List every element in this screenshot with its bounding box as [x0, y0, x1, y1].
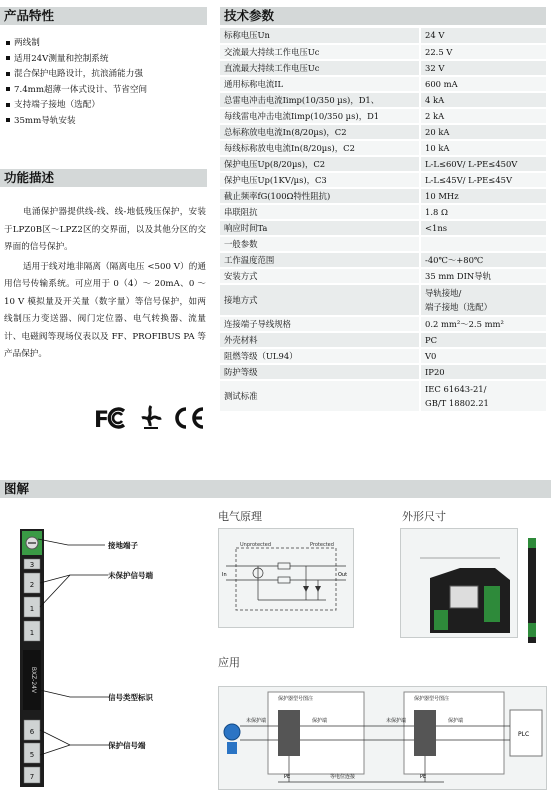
svg-text:2: 2: [29, 581, 35, 589]
spec-value: L-L≤60V/ L-PE≤450V: [420, 156, 546, 172]
schematic-protected-label: Protected: [310, 542, 334, 548]
feature-text: 7.4mm超薄一体式设计、节省空间: [14, 84, 148, 95]
spec-value: L-L≤45V/ L-PE≤45V: [420, 172, 546, 188]
spec-value: [420, 236, 546, 252]
spec-key: 测试标准: [224, 390, 258, 401]
spec-key: 接地方式: [224, 294, 258, 305]
svg-text:3: 3: [29, 561, 35, 569]
feature-item: [6, 114, 206, 130]
spec-value: IEC 61643-21/ GB/T 18802.21: [420, 380, 546, 412]
spec-key: 总标称放电电流In(8/20µs)，C2: [224, 126, 347, 137]
feature-text: 适用24V测量和控制系统: [14, 53, 109, 64]
spec-value: IP20: [420, 364, 546, 380]
feature-text: 支持端子接地（选配）: [14, 100, 100, 110]
spec-key: 响应时间Ta: [224, 222, 268, 233]
app-device2-label: 保护器型号图注: [414, 696, 450, 702]
spec-value: <1ns: [420, 220, 546, 236]
spec-row: [220, 28, 546, 44]
spec-value: 32 V: [420, 60, 546, 76]
spec-row: [220, 252, 546, 268]
feature-item: [6, 52, 206, 68]
ul-recognized-icon: [138, 404, 164, 432]
feature-item: [6, 36, 206, 52]
spec-value: 20 kA: [420, 124, 546, 140]
bullet-icon: [6, 103, 10, 107]
bullet-icon: [6, 118, 10, 122]
spec-table: [220, 28, 546, 413]
feature-item: [6, 67, 206, 83]
bullet-icon: [6, 72, 10, 76]
description-para-2: 适用于线对地非隔离（隔离电压 <500 V）的通用信号传输系统。可应用于 0（4）～ 20mA、0 ～ 10 V 模拟量及开关量（数字量）等信号保护，如两线制压力变送器、阀门定位器、电气转换器、流量计、电磁阀等现场仪表以及 FF、PROFIBUS PA 等产品保护。: [4, 261, 206, 359]
application-label: 应用: [218, 656, 240, 669]
app-pe-2: PE: [420, 774, 427, 780]
callout-unprotected: 未保护信号端: [108, 571, 153, 580]
spec-row: [220, 236, 546, 252]
app-plc-label: PLC: [518, 731, 530, 738]
spec-key: 通用标称电流IL: [224, 78, 284, 89]
features-header: 产品特性: [0, 7, 207, 25]
app-unprotected-2: 未保护端: [386, 718, 407, 724]
feature-text: 两线制: [14, 38, 40, 48]
spec-row: [220, 60, 546, 76]
svg-text:BXZ-24V: BXZ-24V: [30, 666, 37, 694]
bullet-icon: [6, 41, 10, 45]
app-protected-2: 保护端: [448, 718, 464, 724]
spec-key: 交流最大持续工作电压Uc: [224, 46, 320, 57]
spec-key: 每线标称放电电流In(8/20µs)，C2: [224, 142, 355, 153]
spec-row: [220, 364, 546, 380]
svg-text:1: 1: [29, 629, 35, 637]
spec-key: 直流最大持续工作电压Uc: [224, 62, 320, 73]
spec-value: 600 mA: [420, 76, 546, 92]
spec-row: [220, 92, 546, 108]
bullet-icon: [6, 56, 10, 60]
schematic-diagram: [218, 528, 354, 628]
svg-text:5: 5: [29, 751, 35, 759]
spec-value: PC: [420, 332, 546, 348]
spec-row: [220, 44, 546, 60]
schematic-out-label: Out: [338, 572, 348, 578]
app-protected-1: 保护端: [312, 718, 328, 724]
spec-key: 保护电压Up(1KV/µs)，C3: [224, 174, 327, 185]
ce-logo-icon: [172, 405, 206, 431]
spec-value: 10 kA: [420, 140, 546, 156]
spec-key: 阻燃等级（UL94）: [224, 350, 298, 361]
spec-value: -40℃～+80℃: [420, 252, 546, 268]
spec-row: [220, 380, 546, 412]
svg-text:F: F: [94, 408, 110, 431]
callout-signal-type: 信号类型标识: [108, 693, 153, 702]
description-header: 功能描述: [0, 169, 207, 187]
spec-key: 每线雷电冲击电流Iimp(10/350 µs)，D1: [224, 110, 380, 121]
bullet-icon: [6, 87, 10, 91]
spec-key: 一般参数: [224, 238, 258, 249]
spec-key: 安装方式: [224, 270, 258, 281]
dimensions-label: 外形尺寸: [402, 510, 446, 523]
svg-text:1: 1: [29, 605, 35, 613]
spec-row: [220, 76, 546, 92]
diagrams-header: 图解: [0, 480, 551, 498]
spec-row: [220, 316, 546, 332]
device-front-view: [10, 525, 210, 795]
dimensions-drawing: [400, 528, 550, 648]
schematic-in-label: In: [222, 572, 227, 578]
spec-row: [220, 220, 546, 236]
spec-key: 串联阻抗: [224, 206, 258, 217]
svg-text:6: 6: [29, 728, 35, 736]
specs-header: 技术参数: [220, 7, 546, 25]
spec-row: [220, 156, 546, 172]
feature-text: 35mm导轨安装: [14, 115, 76, 126]
spec-key: 工作温度范围: [224, 254, 275, 265]
app-pe-1: PE: [284, 774, 291, 780]
app-unprotected-1: 未保护端: [246, 718, 267, 724]
callout-protected: 保护信号端: [108, 741, 146, 750]
svg-text:7: 7: [29, 773, 35, 781]
spec-key: 外壳材料: [224, 334, 258, 345]
features-list: [6, 36, 206, 129]
spec-row: [220, 332, 546, 348]
spec-value: 0.2 mm²～2.5 mm²: [420, 316, 546, 332]
spec-row: [220, 108, 546, 124]
spec-key: 截止频率fG(100Ω特性阻抗): [224, 190, 331, 201]
application-diagram: [218, 686, 547, 790]
spec-value: 10 MHz: [420, 188, 546, 204]
app-device1-label: 保护器型号图注: [278, 696, 314, 702]
spec-row: [220, 188, 546, 204]
spec-key: 连接端子导线规格: [224, 318, 291, 329]
spec-key: 防护等级: [224, 366, 258, 377]
spec-value: 1.8 Ω: [420, 204, 546, 220]
description-para-1: 电涌保护器提供线-线、线-地低残压保护，安装于LPZ0B区～LPZ2区的交界面，以及其他分区的交界面的信号保护。: [4, 207, 206, 252]
spec-row: [220, 140, 546, 156]
spec-row: [220, 124, 546, 140]
electrical-label: 电气原理: [218, 510, 262, 523]
spec-key: 标称电压Un: [224, 30, 270, 41]
certification-logos: [94, 404, 206, 432]
callout-ground-terminal: 接地端子: [108, 541, 138, 550]
fc-logo-icon: [94, 405, 130, 431]
description-text: [4, 204, 206, 366]
spec-row: [220, 348, 546, 364]
feature-text: 混合保护电路设计，抗浪涌能力强: [14, 69, 143, 79]
spec-value: 导轨接地/ 端子接地（选配）: [420, 284, 546, 316]
spec-row: [220, 172, 546, 188]
spec-value: 35 mm DIN导轨: [420, 268, 546, 284]
spec-value: 4 kA: [420, 92, 546, 108]
spec-value: 24 V: [420, 28, 546, 44]
spec-key: 总雷电冲击电流Iimp(10/350 µs)，D1、: [224, 94, 380, 105]
spec-row: [220, 284, 546, 316]
spec-row: [220, 204, 546, 220]
feature-item: [6, 83, 206, 99]
spec-value: V0: [420, 348, 546, 364]
spec-value: 2 kA: [420, 108, 546, 124]
spec-value: 22.5 V: [420, 44, 546, 60]
spec-key: 保护电压Up(8/20µs)，C2: [224, 158, 326, 169]
schematic-unprotected-label: Unprotected: [240, 542, 272, 548]
app-equipotential-label: 等电位连接: [330, 774, 356, 780]
spec-row: [220, 268, 546, 284]
feature-item: [6, 98, 206, 114]
